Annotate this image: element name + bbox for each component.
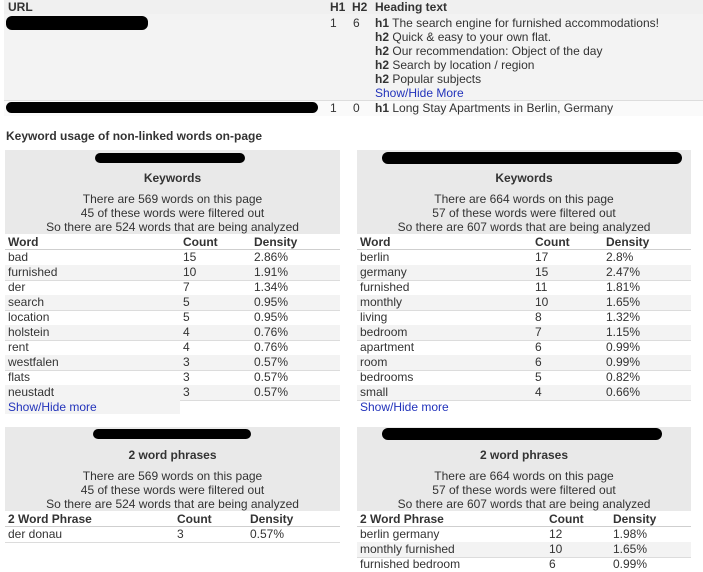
table-header: 2 Word Phrase Count Density bbox=[357, 512, 691, 527]
table-row: apartment 6 0.99% bbox=[357, 340, 691, 356]
redacted-domain bbox=[95, 153, 245, 163]
heading-item: h2 Popular subjects bbox=[375, 72, 482, 86]
table-row: berlin germany 12 1.98% bbox=[357, 527, 691, 543]
table-row: furnished 10 1.91% bbox=[5, 265, 340, 281]
table-row: furnished bedroom 6 0.99% bbox=[360, 557, 648, 571]
redacted-domain bbox=[382, 428, 662, 440]
url-row-2-h1-count: 1 bbox=[330, 101, 337, 115]
words-total: There are 569 words on this page bbox=[82, 192, 263, 206]
table-row: berlin 17 2.8% bbox=[357, 250, 691, 266]
heading-item: h2 Search by location / region bbox=[375, 58, 535, 72]
url-row-2-h2-count: 0 bbox=[353, 101, 360, 115]
keywords-panel-right bbox=[357, 150, 691, 414]
table-row: neustadt 3 0.57% bbox=[5, 385, 340, 401]
words-analyzed: So there are 524 words that are being analyzed bbox=[46, 497, 299, 511]
words-analyzed: So there are 607 words that are being analyzed bbox=[397, 220, 651, 234]
table-row: monthly 10 1.65% bbox=[357, 295, 691, 311]
table-header: Word Count Density bbox=[5, 235, 340, 250]
table-row: rent 4 0.76% bbox=[5, 340, 340, 356]
table-header: Word Count Density bbox=[357, 235, 691, 250]
table-row: flats 3 0.57% bbox=[5, 370, 340, 386]
table-row: holstein 4 0.76% bbox=[5, 325, 340, 341]
panel-title: Keywords bbox=[495, 171, 553, 185]
section-title: Keyword usage of non-linked words on-page bbox=[6, 129, 263, 143]
words-total: There are 664 words on this page bbox=[434, 192, 614, 206]
table-row: search 5 0.95% bbox=[5, 295, 340, 311]
table-row: location 5 0.95% bbox=[5, 310, 340, 326]
words-filtered: 45 of these words were filtered out bbox=[80, 206, 265, 220]
redacted-domain bbox=[93, 429, 251, 439]
words-filtered: 45 of these words were filtered out bbox=[80, 483, 265, 497]
h1-column-header: H1 bbox=[330, 0, 346, 14]
table-row: germany 15 2.47% bbox=[357, 265, 691, 281]
table-row: small 4 0.66% bbox=[357, 385, 691, 401]
table-row: monthly furnished 10 1.65% bbox=[357, 542, 691, 558]
table-row: bad 15 2.86% bbox=[5, 250, 340, 266]
table-row: living 8 1.32% bbox=[357, 310, 691, 326]
h2-column-header: H2 bbox=[352, 0, 368, 14]
table-row: room 6 0.99% bbox=[357, 355, 691, 371]
url-row-1-h2-count: 6 bbox=[353, 16, 360, 30]
keywords-panel-left bbox=[5, 150, 340, 414]
heading-item: h2 Quick & easy to your own flat. bbox=[375, 30, 552, 44]
table-row: der donau 3 0.57% bbox=[5, 527, 340, 543]
heading-item: h1 The search engine for furnished accommodations! bbox=[375, 16, 659, 30]
panel-title: 2 word phrases bbox=[128, 448, 217, 462]
words-total: There are 569 words on this page bbox=[82, 469, 263, 483]
words-total: There are 664 words on this page bbox=[434, 469, 614, 483]
table-row: bedroom 7 1.15% bbox=[357, 325, 691, 341]
url-row-1-h1-count: 1 bbox=[330, 16, 337, 30]
redacted-domain bbox=[382, 152, 682, 164]
words-filtered: 57 of these words were filtered out bbox=[432, 206, 616, 220]
words-analyzed: So there are 607 words that are being analyzed bbox=[397, 497, 651, 511]
words-filtered: 57 of these words were filtered out bbox=[432, 483, 616, 497]
url-column-header: URL bbox=[8, 0, 33, 14]
redacted-url-2 bbox=[6, 102, 318, 113]
heading-item: h2 Our recommendation: Object of the day bbox=[375, 44, 603, 58]
table-header: 2 Word Phrase Count Density bbox=[5, 512, 340, 527]
panel-title: 2 word phrases bbox=[479, 448, 569, 462]
table-row: westfalen 3 0.57% bbox=[5, 355, 340, 371]
show-hide-more-headings-link[interactable]: Show/Hide More bbox=[375, 86, 464, 100]
table-row: der 7 1.34% bbox=[5, 280, 340, 296]
table-row: furnished 11 1.81% bbox=[357, 280, 691, 296]
panel-title: Keywords bbox=[143, 171, 202, 185]
words-analyzed: So there are 524 words that are being analyzed bbox=[46, 220, 299, 234]
phrases-panel-left bbox=[5, 427, 340, 547]
heading-item: h1 Long Stay Apartments in Berlin, Germany bbox=[375, 101, 614, 115]
table-row: bedrooms 5 0.82% bbox=[357, 370, 691, 386]
phrases-panel-right bbox=[357, 427, 691, 570]
redacted-url-1 bbox=[6, 16, 148, 30]
show-hide-more-link[interactable]: Show/Hide more bbox=[360, 400, 449, 414]
heading-text-column-header: Heading text bbox=[375, 0, 448, 14]
show-hide-more-link[interactable]: Show/Hide more bbox=[8, 400, 97, 414]
